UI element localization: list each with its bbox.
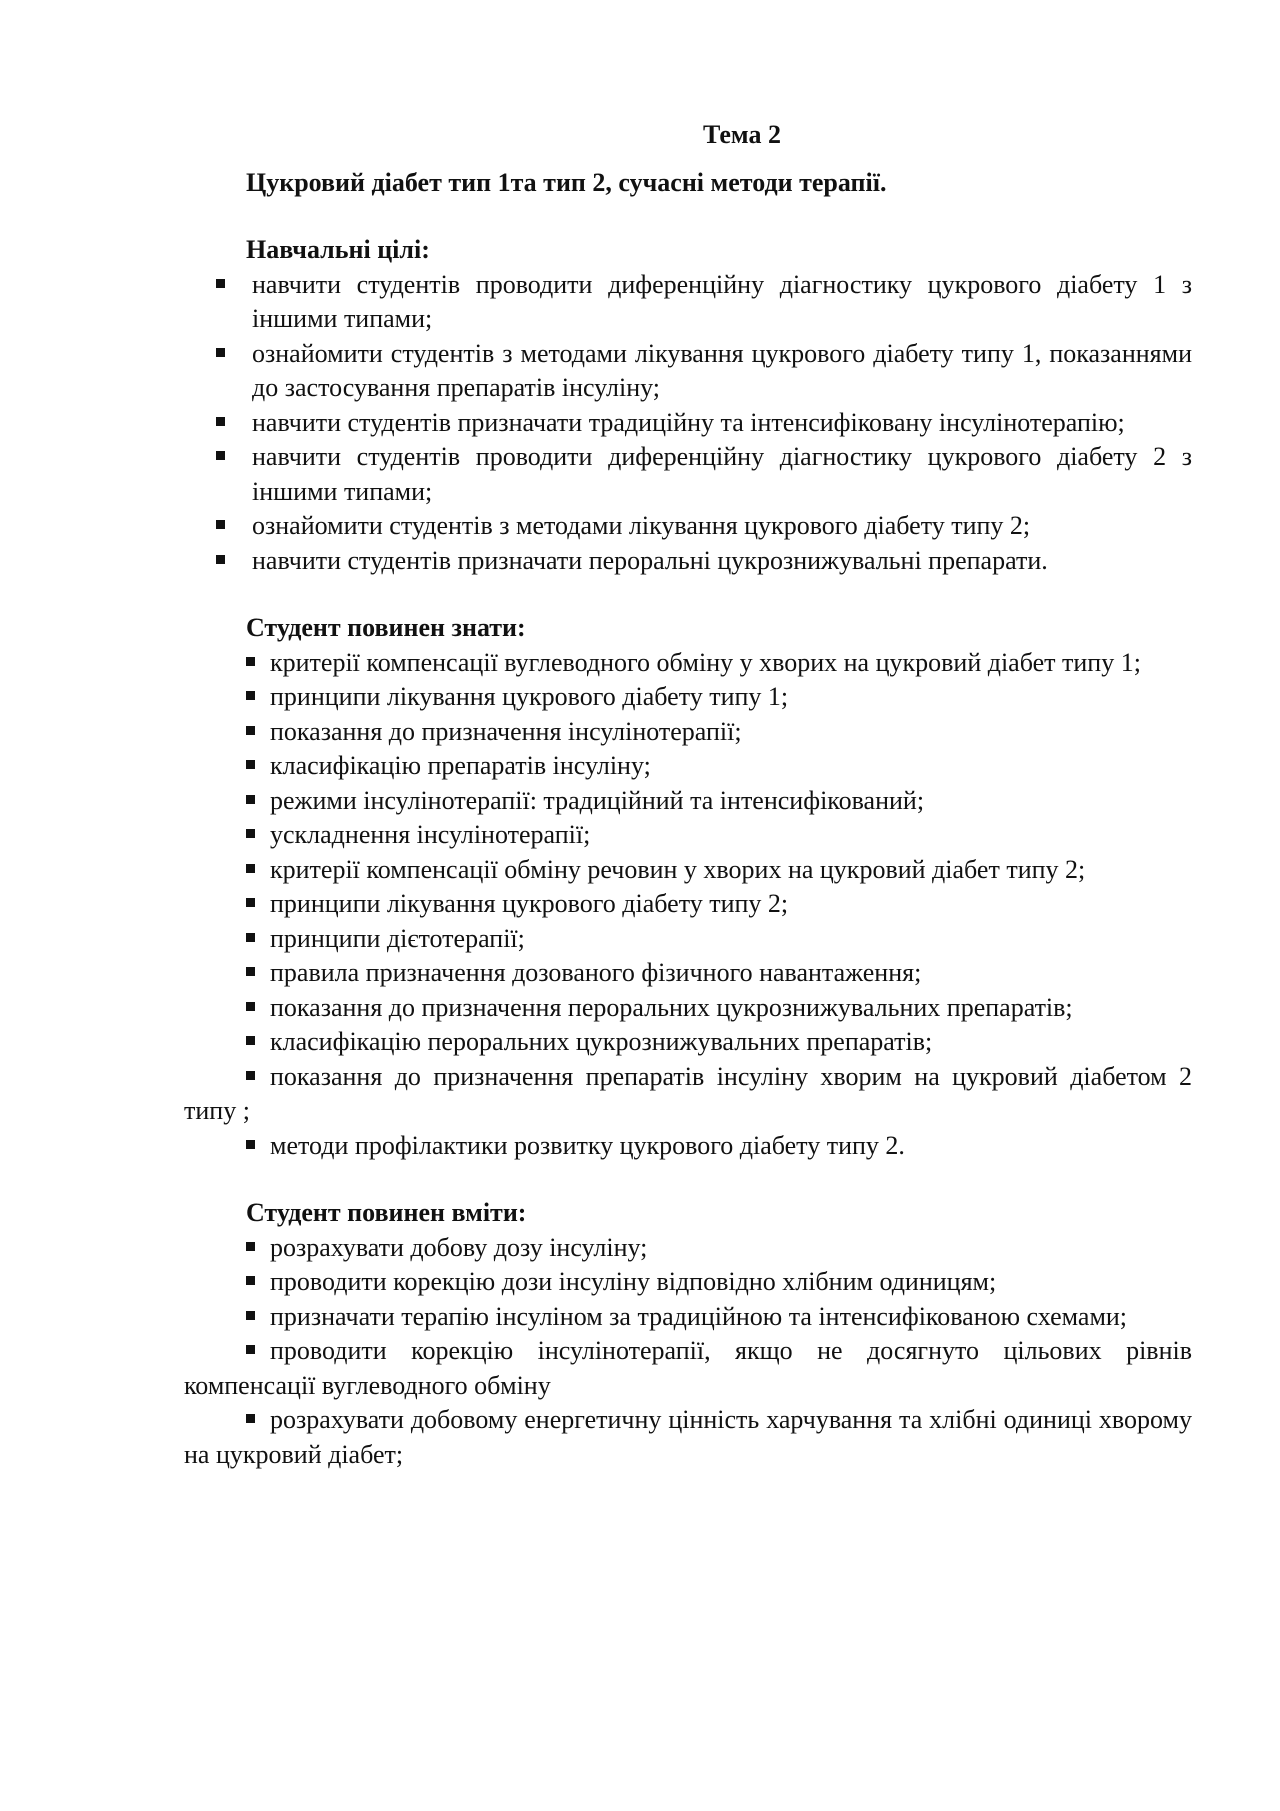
square-bullet-icon <box>216 348 225 357</box>
list-item: принципи лікування цукрового діабету типу 2; <box>184 887 1192 922</box>
square-bullet-icon <box>246 726 255 735</box>
square-bullet-icon <box>246 898 255 907</box>
list-item: проводити корекцію інсулінотерапії, якщо не досягнуто цільових рівнів компенсації вуглеводного обміну <box>184 1336 1192 1400</box>
square-bullet-icon <box>246 1345 255 1354</box>
list-item: класифікацію препаратів інсуліну; <box>184 749 1192 784</box>
list-item: принципи дієтотерапії; <box>184 922 1192 957</box>
topic-number: Тема 2 <box>703 120 781 149</box>
list-item: показання до призначення пероральних цукрознижувальних препаратів; <box>184 991 1192 1026</box>
list-item: навчити студентів призначати пероральні цукрознижувальні препарати. <box>184 544 1192 579</box>
square-bullet-icon <box>246 1414 255 1423</box>
know-list <box>184 646 1192 1164</box>
list-item: показання до призначення інсулінотерапії; <box>184 715 1192 750</box>
square-bullet-icon <box>246 967 255 976</box>
list-item: навчити студентів призначати традиційну та інтенсифіковану інсулінотерапію; <box>184 406 1192 441</box>
list-item: критерії компенсації обміну речовин у хворих на цукровий діабет типу 2; <box>184 853 1192 888</box>
aims-heading: Навчальні цілі: <box>246 235 430 264</box>
know-heading: Студент повинен знати: <box>246 613 526 642</box>
square-bullet-icon <box>246 1036 255 1045</box>
list-item: розрахувати добовому енергетичну цінність харчування та хлібні одиниці хворому на цукровий діабет; <box>184 1405 1192 1469</box>
square-bullet-icon <box>246 1311 255 1320</box>
skills-heading: Студент повинен вміти: <box>246 1198 527 1227</box>
list-item: ускладнення інсулінотерапії; <box>184 818 1192 853</box>
square-bullet-icon <box>246 657 255 666</box>
square-bullet-icon <box>246 829 255 838</box>
list-item: режими інсулінотерапії: традиційний та інтенсифікований; <box>184 784 1192 819</box>
aims-list <box>184 268 1192 579</box>
spacer <box>184 200 1192 233</box>
list-item: призначати терапію інсуліном за традиційною та інтенсифікованою схемами; <box>184 1300 1192 1335</box>
spacer <box>184 1163 1192 1196</box>
square-bullet-icon <box>246 864 255 873</box>
list-item: показання до призначення препаратів інсуліну хворим на цукровий діабетом 2 типу ; <box>184 1061 1192 1125</box>
list-item: розрахувати добову дозу інсуліну; <box>184 1231 1192 1266</box>
list-item: навчити студентів проводити диференційну діагностику цукрового діабету 2 з іншими типами; <box>184 440 1192 509</box>
spacer <box>184 578 1192 611</box>
list-item: проводити корекцію дози інсуліну відповідно хлібним одиницям; <box>184 1265 1192 1300</box>
list-item: критерії компенсації вуглеводного обміну у хворих на цукровий діабет типу 1; <box>184 646 1192 681</box>
square-bullet-icon <box>246 1242 255 1251</box>
square-bullet-icon <box>246 1002 255 1011</box>
square-bullet-icon <box>246 1276 255 1285</box>
square-bullet-icon <box>246 1140 255 1149</box>
list-item: навчити студентів проводити диференційну діагностику цукрового діабету 1 з іншими типами; <box>184 268 1192 337</box>
topic-title: Цукровий діабет тип 1та тип 2, сучасні методи терапії. <box>246 167 887 197</box>
square-bullet-icon <box>216 417 225 426</box>
list-item: принципи лікування цукрового діабету типу 1; <box>184 680 1192 715</box>
list-item: методи профілактики розвитку цукрового діабету типу 2. <box>184 1129 1192 1164</box>
square-bullet-icon <box>216 279 225 288</box>
list-item: правила призначення дозованого фізичного навантаження; <box>184 956 1192 991</box>
square-bullet-icon <box>246 795 255 804</box>
square-bullet-icon <box>246 760 255 769</box>
square-bullet-icon <box>246 1071 255 1080</box>
square-bullet-icon <box>246 691 255 700</box>
square-bullet-icon <box>216 555 225 564</box>
list-item: класифікацію пероральних цукрознижувальних препаратів; <box>184 1025 1192 1060</box>
document-page <box>184 118 1192 1472</box>
list-item: ознайомити студентів з методами лікування цукрового діабету типу 1, показаннями до застосування препаратів інсуліну; <box>184 337 1192 406</box>
square-bullet-icon <box>246 933 255 942</box>
list-item: ознайомити студентів з методами лікування цукрового діабету типу 2; <box>184 509 1192 544</box>
square-bullet-icon <box>216 520 225 529</box>
square-bullet-icon <box>216 451 225 460</box>
skills-list <box>184 1231 1192 1473</box>
